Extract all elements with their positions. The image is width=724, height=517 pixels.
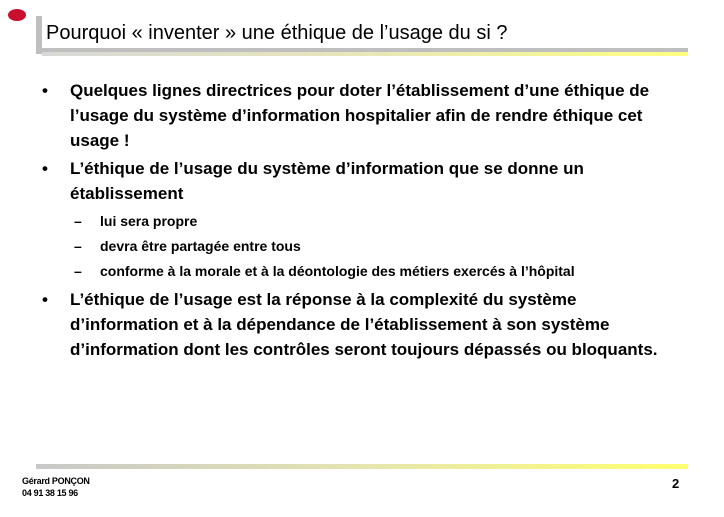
sub-item-text: lui sera propre	[100, 213, 198, 229]
author-block	[22, 475, 90, 499]
dash-marker: –	[74, 238, 82, 254]
sub-item-text: conforme à la morale et à la déontologie des métiers exercés à l’hôpital	[100, 263, 575, 279]
title-underline	[42, 52, 688, 56]
bullet-marker: •	[42, 81, 48, 100]
bullet-text: Quelques lignes directrices pour doter l’établissement d’une éthique de l’usage du système d’information hospitalier afin de rendre éthique cet usage !	[70, 81, 650, 150]
footer-line	[36, 464, 688, 469]
bullet-text: L’éthique de l’usage du système d’information que se donne un établissement	[70, 159, 584, 203]
dash-marker: –	[74, 213, 82, 229]
author-name: Gérard PONÇON	[22, 476, 90, 486]
bullet-text: L’éthique de l’usage est la réponse à la complexité du système d’information et à la dépendance de l’établissement à son système d’information dont les contrôles seront toujours dépassés ou bloquants.	[70, 290, 658, 359]
bullet-marker: •	[42, 159, 48, 178]
bullet-marker: •	[42, 290, 48, 309]
sub-item	[40, 209, 680, 234]
slide-title: Pourquoi « inventer » une éthique de l’usage du si ?	[46, 22, 508, 44]
sub-item	[40, 259, 680, 284]
bullet-item	[40, 287, 680, 362]
slide-content	[40, 78, 680, 365]
bullet-item	[40, 156, 680, 206]
logo-dot	[8, 9, 26, 21]
sub-item-text: devra être partagée entre tous	[100, 238, 301, 254]
page-number: 2	[672, 476, 680, 491]
author-phone: 04 91 38 15 96	[22, 488, 78, 498]
bullet-item	[40, 78, 680, 153]
dash-marker: –	[74, 263, 82, 279]
sub-item	[40, 234, 680, 259]
